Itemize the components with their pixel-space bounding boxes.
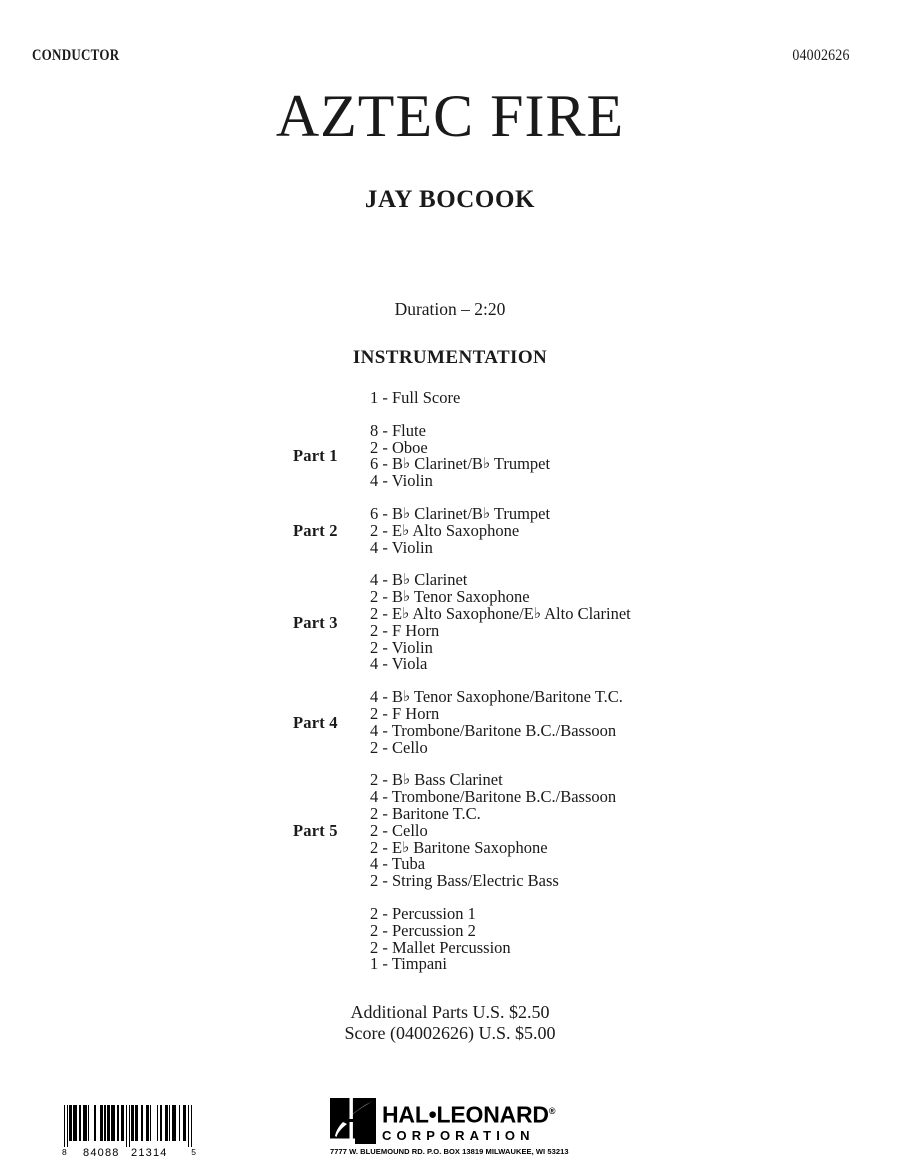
instrument-item-list <box>370 572 631 673</box>
part-label: Part 1 <box>293 446 338 466</box>
flat-symbol-icon: ♭ <box>403 688 411 705</box>
duration-text: Duration – 2:20 <box>394 299 506 319</box>
instrument-item: 4 - Tuba <box>370 854 426 874</box>
instrument-item: 2 - Oboe <box>370 437 428 457</box>
publisher-address: 7777 W. BLUEMOUND RD. P.O. BOX 13819 MILWAUKEE, WI 53213 <box>330 1147 569 1156</box>
instrument-item: 4 - B♭ Clarinet <box>370 570 468 590</box>
barcode-last-digit: 5 <box>191 1147 196 1157</box>
instrument-item: 2 - F Horn <box>370 703 440 723</box>
instrument-item: 4 - Violin <box>370 471 433 491</box>
part-label: Part 5 <box>293 821 338 841</box>
flat-symbol-icon: ♭ <box>402 522 410 539</box>
instrument-item-list <box>370 903 511 974</box>
instrumentation-group <box>0 903 900 974</box>
publisher-subtitle: CORPORATION <box>382 1127 535 1143</box>
instrument-item: 2 - Mallet Percussion <box>370 937 511 957</box>
instrumentation-group <box>0 503 900 557</box>
instrument-item: 2 - E♭ Baritone Saxophone <box>370 837 548 857</box>
registered-trademark-icon: ® <box>548 1106 556 1116</box>
instrument-item: 2 - E♭ Alto Saxophone <box>370 520 520 540</box>
instrumentation-list <box>0 390 900 973</box>
instrument-item-list <box>370 503 551 557</box>
instrumentation-group <box>0 572 900 673</box>
part-label: Part 3 <box>293 612 338 632</box>
instrument-item: 2 - Percussion 2 <box>370 920 476 940</box>
price-line: Score (04002626) U.S. $5.00 <box>344 1023 556 1043</box>
instrument-item: 2 - Violin <box>370 637 433 657</box>
instrumentation-group <box>0 689 900 756</box>
instrument-item-list <box>370 390 460 407</box>
flat-symbol-icon: ♭ <box>482 456 491 473</box>
flat-symbol-icon: ♭ <box>403 572 411 589</box>
instrumentation-group <box>0 420 900 491</box>
page-header <box>0 47 900 71</box>
composer-name: JAY BOCOOK <box>364 186 536 213</box>
instrument-item: 6 - B♭ Clarinet/B♭ Trumpet <box>370 503 551 523</box>
barcode-first-digit: 8 <box>62 1147 67 1157</box>
instrumentation-group <box>0 772 900 890</box>
part-label: Part 4 <box>293 712 338 732</box>
publisher-wordmark <box>382 1099 555 1143</box>
publisher-name <box>382 1099 555 1128</box>
instrument-item: 8 - Flute <box>370 420 426 440</box>
instrumentation-heading: INSTRUMENTATION <box>352 347 548 368</box>
publisher-block <box>330 1098 620 1156</box>
instrumentation-group <box>0 390 900 407</box>
barcode-right-digits: 21314 <box>131 1147 168 1159</box>
instrument-item: 2 - E♭ Alto Saxophone/E♭ Alto Clarinet <box>370 603 631 623</box>
flat-symbol-icon: ♭ <box>402 605 410 622</box>
price-line: Additional Parts U.S. $2.50 <box>350 1002 550 1022</box>
instrument-item: 4 - Viola <box>370 654 428 674</box>
instrument-item: 2 - F Horn <box>370 620 440 640</box>
instrument-item: 2 - Percussion 1 <box>370 903 476 923</box>
publisher-logo <box>330 1098 620 1144</box>
instrument-item: 6 - B♭ Clarinet/B♭ Trumpet <box>370 454 551 474</box>
flat-symbol-icon: ♭ <box>533 605 541 622</box>
barcode-left-digits: 84088 <box>83 1147 120 1159</box>
instrument-item: 4 - Trombone/Baritone B.C./Bassoon <box>370 720 617 740</box>
instrument-item: 4 - Trombone/Baritone B.C./Bassoon <box>370 787 617 807</box>
instrument-item-list <box>370 689 623 756</box>
instrument-item: 2 - Baritone T.C. <box>370 803 481 823</box>
barcode-digits <box>62 1147 196 1161</box>
flat-symbol-icon: ♭ <box>403 456 411 473</box>
instrument-item-list <box>370 772 616 890</box>
instrument-item: 2 - B♭ Bass Clarinet <box>370 770 503 790</box>
flat-symbol-icon: ♭ <box>403 772 411 789</box>
catalog-number: 04002626 <box>792 47 850 64</box>
instrument-item: 2 - Cello <box>370 737 428 757</box>
flat-symbol-icon: ♭ <box>403 588 411 605</box>
upc-barcode <box>62 1105 196 1163</box>
instrument-item: 1 - Timpani <box>370 954 448 974</box>
publisher-name-text: HAL•LEONARD <box>382 1101 549 1128</box>
flat-symbol-icon: ♭ <box>403 505 411 522</box>
barcode-bars <box>64 1105 192 1147</box>
page-title: AZTEC FIRE <box>275 83 625 149</box>
instrument-item: 2 - String Bass/Electric Bass <box>370 871 559 891</box>
instrument-item: 4 - Violin <box>370 537 433 557</box>
pricing-block <box>0 1002 900 1044</box>
instrument-item-list <box>370 420 551 491</box>
instrument-item: 2 - Cello <box>370 820 428 840</box>
hal-leonard-logo-icon <box>330 1098 376 1144</box>
instrument-item: 2 - B♭ Tenor Saxophone <box>370 587 530 607</box>
part-designation: CONDUCTOR <box>32 47 120 64</box>
instrument-item: 1 - Full Score <box>370 388 461 407</box>
flat-symbol-icon: ♭ <box>402 839 410 856</box>
instrument-item: 4 - B♭ Tenor Saxophone/Baritone T.C. <box>370 687 623 707</box>
flat-symbol-icon: ♭ <box>482 505 491 522</box>
part-label: Part 2 <box>293 521 338 541</box>
